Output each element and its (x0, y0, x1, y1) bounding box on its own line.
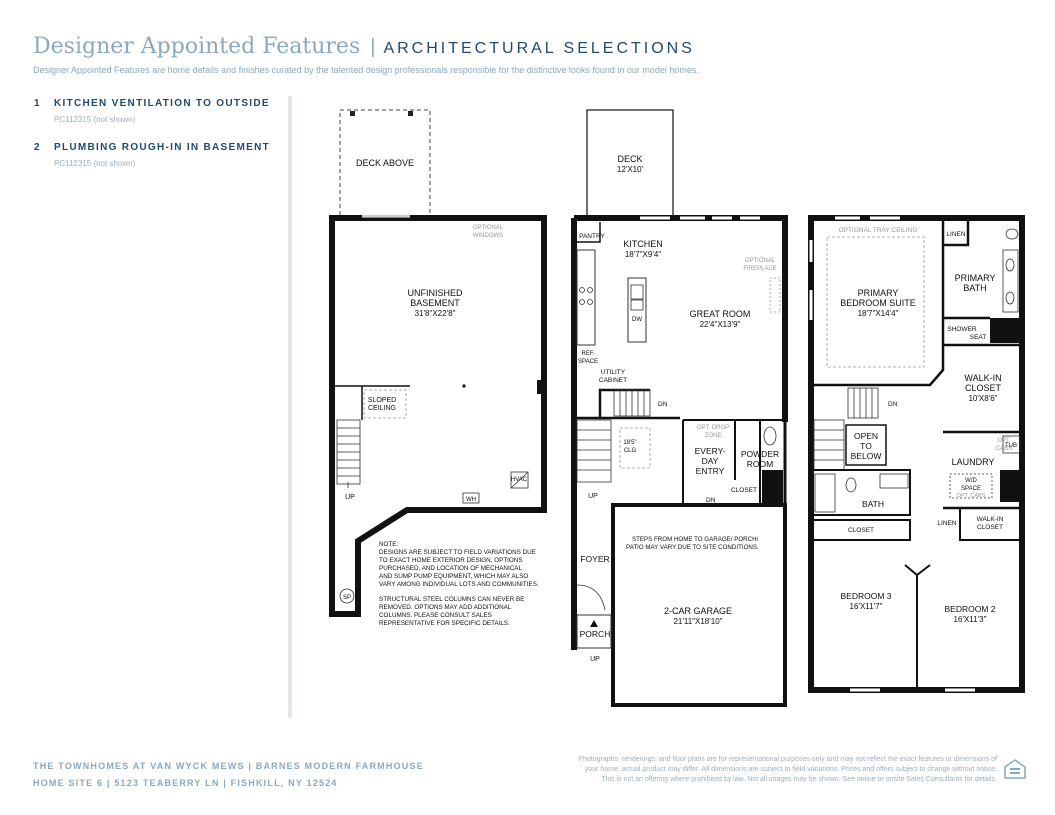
fireplace-label: FIREPLACE (743, 266, 777, 272)
fireplace-outline (770, 278, 780, 312)
wd-space-label: SPACE (961, 486, 981, 492)
shower-fill (990, 318, 1020, 343)
opt-cabs-label: OPT. (997, 438, 1011, 444)
footer-community (33, 758, 424, 792)
garage-note: STEPS FROM HOME TO GARAGE/ PORCH/ (632, 536, 759, 543)
great-room-label: GREAT ROOM (689, 309, 751, 319)
closet-label: CLOSET (847, 527, 875, 534)
laundry-fill (1000, 470, 1020, 502)
disclaimer-line: This is not an offering where prohibited by law. Not all images may be shown. See online or onsite Sales Consultants for details. (601, 776, 997, 783)
garage-label: 2-CAR GARAGE (663, 606, 733, 616)
primary-bedroom-label: PRIMARY (857, 288, 899, 298)
burner (588, 300, 593, 305)
closet-label: CLOSET (730, 487, 758, 494)
bedroom2-size: 16'X11'3" (953, 615, 987, 624)
shower-label: SHOWER (947, 326, 977, 333)
drop-zone-label: OPT. DROP (696, 425, 730, 431)
page-title: Designer Appointed Features (33, 34, 361, 59)
toilet (846, 478, 856, 492)
everyday-entry-label: DAY (701, 456, 719, 466)
up-label: UP (345, 494, 355, 501)
bath-label: BATH (861, 499, 885, 509)
note-line: TO EXACT HOME EXTERIOR DESIGN, OPTIONS (379, 557, 523, 564)
powder-room-label: ROOM (746, 459, 774, 469)
linen-label: LINEN (946, 231, 966, 238)
utility-cabinet-label: CABINET (598, 377, 628, 384)
dn-label-2: DN (706, 497, 716, 504)
note-line: AND SUMP PUMP EQUIPMENT, WHICH MAY ALSO (379, 573, 529, 580)
ref-space-label: REF. (581, 351, 595, 357)
divider (288, 96, 292, 718)
note-line: PURCHASED, AND LOCATION OF MECHANICAL (379, 565, 522, 572)
sloped-ceiling-outline (364, 390, 406, 418)
pantry-label: PANTRY (579, 233, 605, 240)
closet-fill (762, 470, 783, 503)
deck-label: DECK (617, 154, 643, 164)
dw-label: DW (632, 317, 642, 323)
open-to-below-label: BELOW (850, 451, 882, 461)
foyer-label: FOYER (580, 554, 610, 564)
deck-above-label: DECK ABOVE (355, 158, 415, 168)
primary-bedroom-size: 18'7"X14'4" (857, 309, 899, 318)
hvac-label: HVAC (510, 477, 528, 483)
note-line: DESIGNS ARE SUBJECT TO FIELD VARIATIONS DUE (379, 549, 536, 556)
basement-size: 31'8"X22'8" (414, 309, 456, 318)
optional-windows-label: WINDOWS (472, 233, 504, 239)
basement-note (379, 541, 539, 627)
note-line: REMOVED. OPTIONS MAY ADD ADDITIONAL (379, 604, 512, 611)
dn-label: DN (888, 401, 898, 408)
walk-in-closet-size: 10'X8'6" (968, 394, 998, 403)
note-line: VARY AMONG INDIVIDUAL LOTS AND COMMUNITIES. (379, 581, 539, 588)
bath-walls (811, 470, 910, 515)
kitchen-size: 18'7"X9'4" (624, 250, 662, 259)
ceiling-label: 18'5" (623, 440, 637, 446)
footer-disclaimer (527, 755, 997, 785)
feature-number: 1 (34, 98, 41, 109)
sink (1006, 292, 1014, 304)
deck-size: 12'X10' (616, 165, 644, 174)
basement-plan (332, 110, 544, 627)
everyday-entry-label: EVERY- (694, 446, 726, 456)
feature-item (34, 98, 274, 124)
basement-name: UNFINISHED (407, 288, 463, 298)
optional-windows-label: OPTIONAL (472, 225, 504, 231)
shower-label: SEAT (969, 334, 987, 341)
linen-label-2: LINEN (937, 520, 957, 527)
sink (631, 285, 643, 299)
floor-plans (300, 100, 1040, 720)
section-title: ARCHITECTURAL SELECTIONS (383, 40, 695, 57)
walk-in-closet-label: WALK-IN (964, 373, 1002, 383)
sp-label: SP (342, 595, 352, 601)
sloped-label: CEILING (367, 405, 397, 412)
porch-label: PORCH (579, 629, 611, 639)
open-to-below-label: TO (860, 441, 872, 451)
up-label-2: UP (590, 656, 600, 663)
wh-label: WH (466, 497, 476, 503)
bedroom-divider (905, 565, 930, 690)
tub-label: TUB (1005, 443, 1017, 449)
walk-in-closet-2-label: CLOSET (976, 524, 1004, 531)
footer-line: HOME SITE 6 | 5123 TEABERRY LN | FISHKILL, NY 12524 (33, 778, 338, 788)
disclaimer-line: your home; actual product may differ. All dimensions are subject to field variations. Prices and offers subject to change without notice. (584, 766, 997, 773)
burner (580, 288, 585, 293)
bedroom3-size: 16'X11'7" (849, 602, 883, 611)
up-label: UP (588, 493, 598, 500)
disclaimer-line: Photographs, renderings, and floor plans are for representational purposes only and may not reflect the exact features or dimensions of (578, 756, 997, 763)
kitchen-counter (577, 250, 595, 345)
open-to-below-label: OPEN (853, 431, 879, 441)
great-room-size: 22'4"X13'9" (699, 320, 741, 329)
walk-in-closet-label: CLOSET (964, 383, 1002, 393)
bathtub (815, 474, 835, 512)
steel-column (462, 384, 465, 387)
basement-name: BASEMENT (410, 298, 460, 308)
feature-name: PLUMBING ROUGH-IN IN BASEMENT (54, 142, 271, 153)
vanity (880, 474, 908, 488)
deck-post (350, 111, 355, 116)
basement-stairs (337, 420, 360, 488)
deck-post (408, 111, 413, 116)
note-line: NOTE: (379, 541, 399, 548)
page-header (33, 34, 1033, 75)
dn-label: DN (658, 401, 668, 408)
feature-code: PC112315 (not shown) (54, 159, 136, 168)
page-description: Designer Appointed Features are home details and finishes curated by the talented design professionals responsible for the distinctive looks found in our model homes. (33, 65, 699, 75)
toilet (764, 427, 776, 445)
sloped-label: SLOPED (367, 397, 397, 404)
powder-room-label: POWDER (740, 449, 780, 459)
entry-arrow (590, 620, 598, 627)
note-line: STRUCTURAL STEEL COLUMNS CAN NEVER BE (379, 596, 525, 603)
title-row (33, 34, 1033, 59)
sink (631, 300, 643, 310)
ceiling-label: CLG (623, 448, 637, 454)
footer-line: THE TOWNHOMES AT VAN WYCK MEWS | BARNES MODERN FARMHOUSE (33, 761, 424, 771)
bedroom3-label: BEDROOM 3 (840, 591, 892, 601)
kitchen-label: KITCHEN (623, 239, 663, 249)
primary-bath-label: PRIMARY (954, 273, 996, 283)
opt-cabs-label-2: OPT. CABS (956, 493, 986, 499)
front-door-swing (577, 585, 605, 610)
primary-bedroom-label: BEDROOM SUITE (840, 298, 916, 308)
laundry-label: LAUNDRY (951, 457, 995, 467)
toilet (1006, 229, 1018, 239)
feature-item (34, 142, 274, 168)
first-floor-wall (574, 218, 785, 422)
feature-number: 2 (34, 142, 41, 153)
bedroom2-label: BEDROOM 2 (944, 604, 996, 614)
feature-code: PC112315 (not shown) (54, 115, 136, 124)
wall-post (537, 380, 542, 394)
walk-in-closet-2-label: WALK-IN (976, 516, 1004, 523)
utility-cabinet-label: UTILITY (600, 369, 626, 376)
feature-name: KITCHEN VENTILATION TO OUTSIDE (54, 98, 270, 109)
burner (580, 300, 585, 305)
second-floor-plan (811, 218, 1022, 690)
everyday-entry-label: ENTRY (695, 466, 725, 476)
note-line: REPRESENTATIVE FOR SPECIFIC DETAILS. (379, 620, 510, 627)
first-floor-plan (574, 110, 785, 705)
ref-space-label: SPACE (578, 359, 598, 365)
equal-housing-icon (1003, 757, 1027, 781)
title-separator: | (370, 36, 376, 58)
primary-bath-label: BATH (963, 283, 987, 293)
garage-walls (613, 505, 785, 705)
feature-list (34, 98, 274, 186)
fireplace-label: OPTIONAL (744, 258, 776, 264)
garage-size: 21'11"X18'10" (673, 617, 723, 626)
drop-zone-label: ZONE (704, 433, 722, 439)
wd-space-label: W/D (965, 478, 977, 484)
sink (1006, 259, 1014, 271)
note-line: COLUMNS. PLEASE CONSULT SALES (379, 612, 492, 619)
burner (588, 288, 593, 293)
garage-note: PATIO MAY VARY DUE TO SITE CONDITIONS. (626, 544, 759, 551)
opt-cabs-label: CABS (995, 446, 1013, 452)
tray-ceiling-label: OPTIONAL TRAY CEILING (838, 227, 918, 234)
